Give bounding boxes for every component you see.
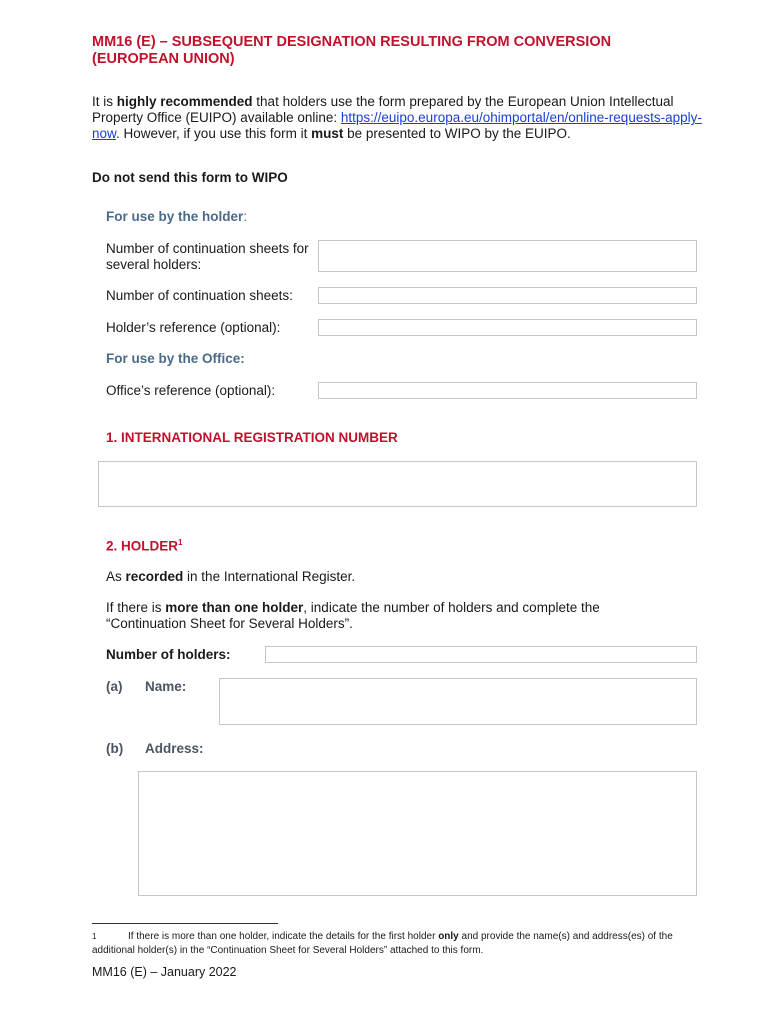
holder-a-marker: (a) <box>106 679 123 694</box>
holder-address-label: Address: <box>145 741 204 756</box>
holder-reference-label: Holder’s reference (optional): <box>106 320 281 335</box>
intro-highly-recommended: highly recommended <box>116 94 253 109</box>
section-2-title-text: 2. HOLDER <box>106 538 179 554</box>
footnote-ref-1: 1 <box>178 538 183 547</box>
page-footer: MM16 (E) – January 2022 <box>92 965 237 979</box>
do-not-send-warning: Do not send this form to WIPO <box>92 170 288 185</box>
number-of-holders-input[interactable] <box>265 646 697 663</box>
as-recorded-part-2: in the International Register. <box>183 569 356 584</box>
as-recorded-part-1: As <box>106 569 126 584</box>
footnote-number: 1 <box>92 932 97 941</box>
holder-reference-input[interactable] <box>318 319 697 336</box>
intro-text-1: It is <box>92 94 117 109</box>
holder-address-input[interactable] <box>138 771 697 896</box>
holder-name-label: Name: <box>145 679 187 694</box>
intro-must: must <box>311 126 344 141</box>
intro-text-4: be presented to WIPO by the EUIPO. <box>343 126 571 141</box>
sheets-label: Number of continuation sheets: <box>106 288 293 303</box>
footnote-text-1: If there is more than one holder, indicate the details for the first holder <box>128 931 439 942</box>
sheets-input[interactable] <box>318 287 697 304</box>
holder-use-heading <box>106 209 247 224</box>
footnote-1 <box>92 930 692 958</box>
intro-text-3: . However, if you use this form it <box>116 126 312 141</box>
as-recorded-bold: recorded <box>125 569 184 584</box>
multi-part-1: If there is <box>106 600 166 615</box>
office-use-heading: For use by the Office: <box>106 351 245 366</box>
page-title: MM16 (E) – SUBSEQUENT DESIGNATION RESULTING FROM CONVERSION (EUROPEAN UNION) <box>92 34 612 67</box>
holder-name-input[interactable] <box>219 678 697 725</box>
as-recorded-text <box>106 569 355 585</box>
section-2-title <box>106 538 182 554</box>
sheets-several-label: Number of continuation sheets for several holders: <box>106 241 309 272</box>
footnote-divider <box>92 923 278 924</box>
section-1-title: 1. INTERNATIONAL REGISTRATION NUMBER <box>106 430 398 445</box>
intro-text-2: that holders use the form prepared by the European Union Intellectual Property Office (EUIPO) available online: <box>92 94 674 125</box>
more-than-one-holder-text <box>106 600 666 632</box>
office-reference-input[interactable] <box>318 382 697 399</box>
holder-use-colon: : <box>243 209 248 224</box>
office-reference-label: Office’s reference (optional): <box>106 383 276 398</box>
holder-use-heading-text: For use by the holder <box>106 209 244 224</box>
multi-bold: more than one holder <box>165 600 304 615</box>
number-of-holders-label: Number of holders: <box>106 647 231 662</box>
sheets-several-input[interactable] <box>318 240 697 272</box>
holder-b-marker: (b) <box>106 741 124 756</box>
intro-paragraph <box>92 94 702 142</box>
multi-part-2: , indicate the number of holders and complete the “Continuation Sheet for Several Holders”. <box>106 600 600 631</box>
registration-number-input[interactable] <box>98 461 697 507</box>
footnote-text-2: and provide the name(s) and address(es) of the additional holder(s) in the “Continuation Sheet for Several Holders” attached to this form. <box>92 931 673 956</box>
euipo-link[interactable]: https://euipo.europa.eu/ohimportal/en/online-requests-apply-now <box>92 110 702 141</box>
footnote-only: only <box>438 931 459 942</box>
